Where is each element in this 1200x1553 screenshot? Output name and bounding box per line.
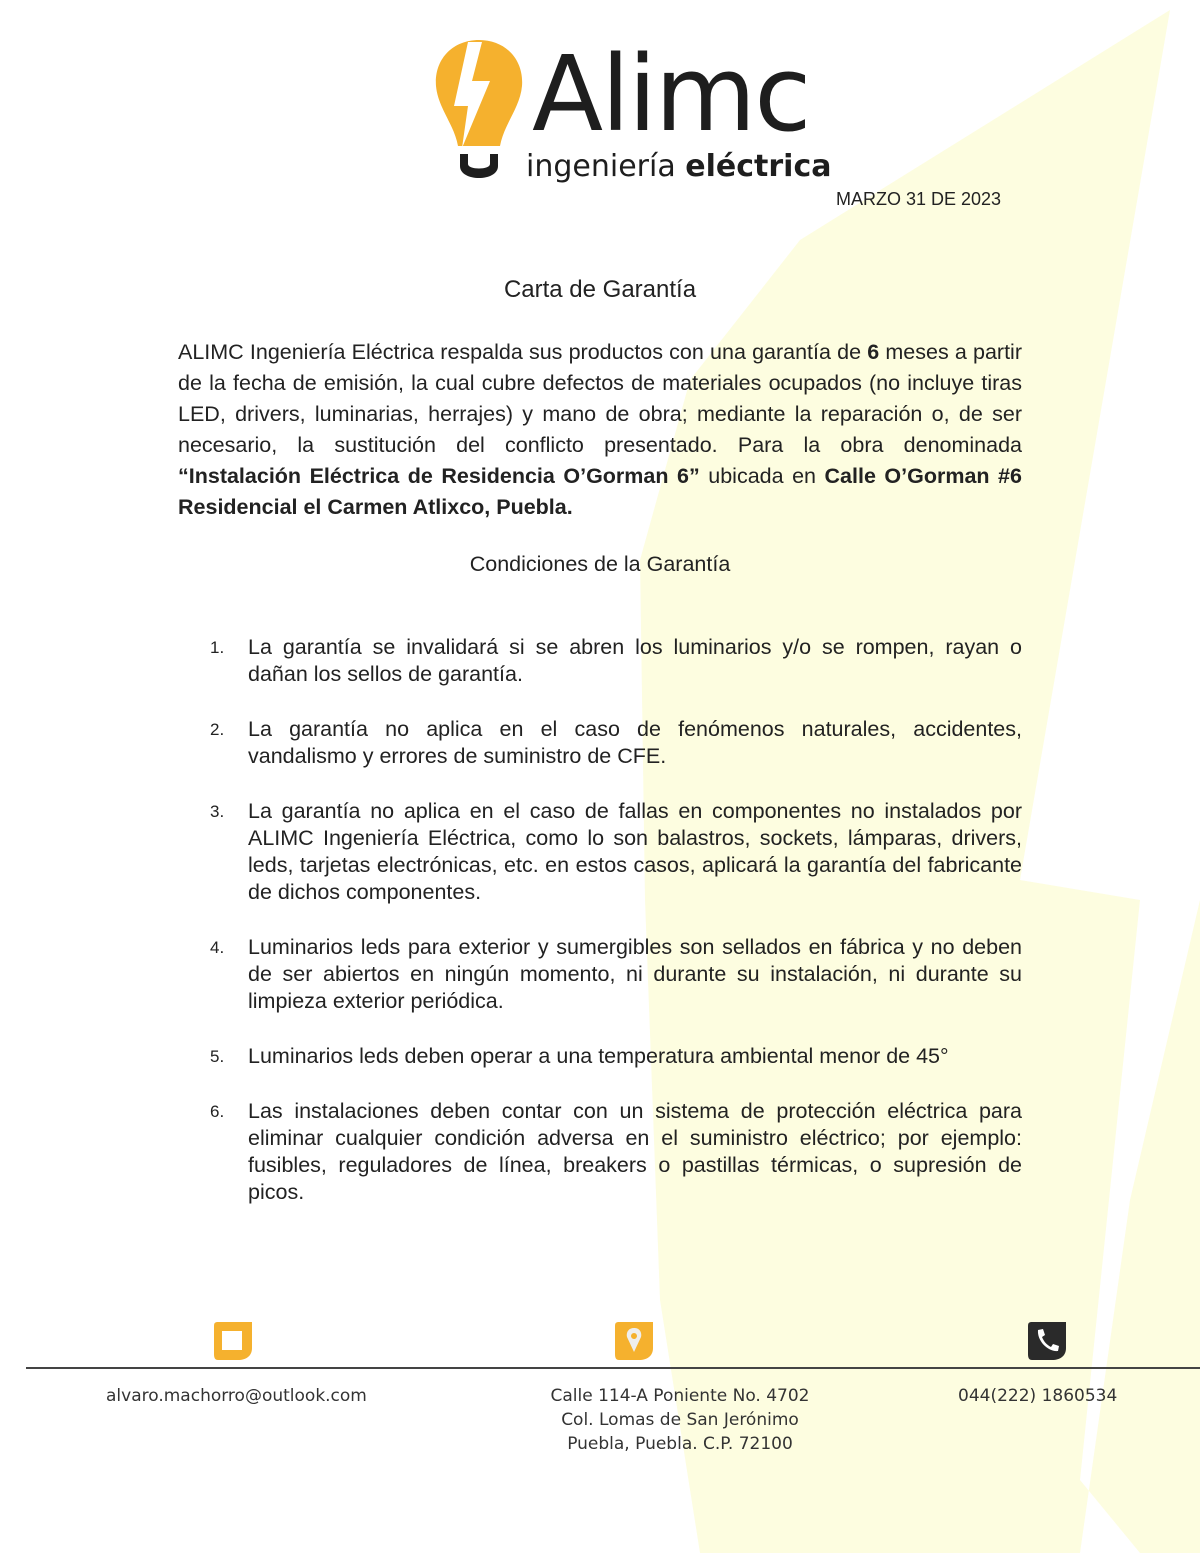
conditions-list xyxy=(210,634,1022,1234)
footer-address: Calle 114-A Poniente No. 4702 Col. Lomas de San Jerónimo Puebla, Puebla. C.P. 72100 xyxy=(550,1386,810,1454)
condition-item: 5. Luminarios leds deben operar a una temperatura ambiental menor de 45° xyxy=(210,1044,949,1068)
footer-phone: 044(222) 1860534 xyxy=(958,1386,1118,1406)
conditions-heading: Condiciones de la Garantía xyxy=(469,552,731,576)
logo-name: Alimc xyxy=(532,33,810,155)
email-icon xyxy=(212,1320,254,1362)
bulb-lightning-icon xyxy=(432,36,527,186)
phone-icon xyxy=(1026,1320,1068,1362)
condition-item: 3. La garantía no aplica en el caso de fallas en componentes no instalados por ALIMC Ingeniería Eléctrica, como lo son balastros, sockets, lámparas, drivers, leds, tarjetas electrónicas, etc. en estos casos, aplicará la garantía del fabricante de dichos componentes. xyxy=(210,799,1022,904)
condition-item: 1. La garantía se invalidará si se abren los luminarios y/o se rompen, rayan o dañan los sellos de garantía. xyxy=(210,635,1022,686)
letter-date: MARZO 31 DE 2023 xyxy=(836,189,1002,209)
logo-subtitle: ingeniería eléctrica xyxy=(526,149,832,184)
intro-paragraph: ALIMC Ingeniería Eléctrica respalda sus productos con una garantía de 6 meses a partir de la fecha de emisión, la cual cubre defectos de materiales ocupados (no incluye tiras LED, drivers, luminarias, herrajes) y mano de obra; mediante la reparación o, de ser necesario, la sustitución del conflicto presentado. Para la obra denominada “Instalación Eléctrica de Residencia O’Gorman 6” ubicada en Calle O’Gorman #6 Residencial el Carmen Atlixco, Puebla. xyxy=(178,340,1022,519)
condition-item: 2. La garantía no aplica en el caso de fenómenos naturales, accidentes, vandalismo y errores de suministro de CFE. xyxy=(210,717,1022,768)
condition-item: 6. Las instalaciones deben contar con un sistema de protección eléctrica para eliminar cualquier condición adversa en el suministro eléctrico; por ejemplo: fusibles, reguladores de línea, breakers o pastillas térmicas, o supresión de picos. xyxy=(210,1099,1022,1204)
footer-divider xyxy=(26,1367,1200,1369)
location-pin-icon xyxy=(613,1320,655,1362)
footer-email: alvaro.machorro@outlook.com xyxy=(106,1386,367,1406)
condition-item: 4. Luminarios leds para exterior y sumergibles son sellados en fábrica y no deben de ser abiertos en ningún momento, ni durante su instalación, ni durante su limpieza exterior periódica. xyxy=(210,935,1022,1013)
letter-title: Carta de Garantía xyxy=(503,276,697,303)
